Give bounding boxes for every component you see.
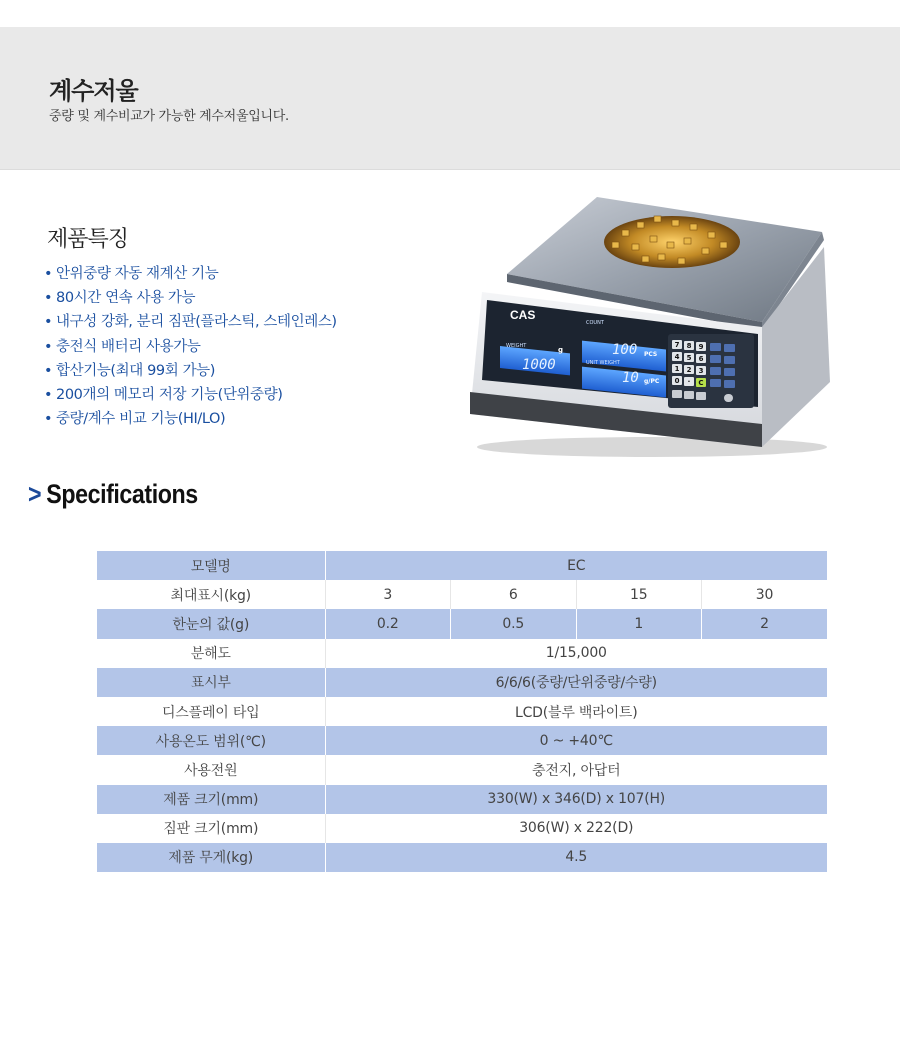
table-cell-value: 6 bbox=[451, 580, 577, 609]
table-row bbox=[97, 843, 827, 872]
pcs-unit: PCS bbox=[644, 351, 658, 358]
key-8: 8 bbox=[686, 342, 692, 350]
brand-logo: CAS bbox=[510, 308, 536, 322]
page-subtitle: 중량 및 계수비교가 가능한 계수저울입니다. bbox=[49, 109, 289, 124]
table-cell-label: 디스플레이 타입 bbox=[97, 697, 325, 726]
features-title: 제품특징 bbox=[47, 227, 129, 252]
feature-item: • 중량/계수 비교 기능(HI/LO) bbox=[44, 411, 226, 428]
key-dot: · bbox=[687, 378, 691, 386]
table-cell-value: 3 bbox=[325, 580, 451, 609]
table-cell-value: 1 bbox=[576, 609, 702, 638]
table-cell-value: 6/6/6(중량/단위중량/수량) bbox=[325, 668, 827, 697]
table-cell-value: 30 bbox=[702, 580, 828, 609]
table-cell-value: 0.2 bbox=[325, 609, 451, 638]
table-cell-value: EC bbox=[325, 551, 827, 580]
table-cell-value: LCD(블루 백라이트) bbox=[325, 697, 827, 726]
key-7: 7 bbox=[674, 341, 680, 349]
table-row bbox=[97, 697, 827, 726]
key-2: 2 bbox=[686, 366, 692, 374]
header-band bbox=[0, 27, 900, 170]
page-title: 계수저울 bbox=[49, 77, 138, 105]
product-image bbox=[462, 192, 842, 460]
features-list bbox=[44, 262, 337, 431]
g-unit: g bbox=[558, 346, 564, 354]
table-cell-value: 4.5 bbox=[325, 843, 827, 872]
gpc-unit: g/PC bbox=[644, 378, 660, 385]
table-cell-label: 한눈의 값(g) bbox=[97, 609, 325, 638]
table-row bbox=[97, 785, 827, 814]
table-cell-value: 0.5 bbox=[451, 609, 577, 638]
table-row bbox=[97, 755, 827, 784]
table-cell-value: 330(W) x 346(D) x 107(H) bbox=[325, 785, 827, 814]
table-row bbox=[97, 726, 827, 755]
table-row bbox=[97, 814, 827, 843]
feature-item: • 80시간 연속 사용 가능 bbox=[44, 290, 196, 307]
table-cell-label: 사용전원 bbox=[97, 755, 325, 784]
key-3: 3 bbox=[698, 367, 704, 375]
weight-label: WEIGHT bbox=[506, 343, 527, 349]
count-value: 100 bbox=[612, 342, 638, 358]
table-cell-label: 제품 무게(kg) bbox=[97, 843, 325, 872]
key-4: 4 bbox=[674, 353, 680, 361]
weight-value: 1000 bbox=[522, 357, 556, 373]
feature-item: • 200개의 메모리 저장 기능(단위중량) bbox=[44, 386, 283, 403]
table-row bbox=[97, 580, 827, 609]
table-cell-value: 15 bbox=[576, 580, 702, 609]
table-cell-label: 모델명 bbox=[97, 551, 325, 580]
key-5: 5 bbox=[686, 354, 692, 362]
table-cell-value: 2 bbox=[702, 609, 828, 638]
feature-item: • 충전식 배터리 사용가능 bbox=[44, 338, 201, 355]
chevron-right-icon: > bbox=[28, 479, 42, 509]
table-cell-label: 표시부 bbox=[97, 668, 325, 697]
table-cell-label: 제품 크기(mm) bbox=[97, 785, 325, 814]
table-cell-value: 306(W) x 222(D) bbox=[325, 814, 827, 843]
unit-weight-label: UNIT WEIGHT bbox=[586, 360, 620, 366]
table-row bbox=[97, 551, 827, 580]
table-cell-value: 충전지, 아답터 bbox=[325, 755, 827, 784]
table-cell-value: 0 ~ +40℃ bbox=[325, 726, 827, 755]
table-row bbox=[97, 639, 827, 668]
specifications-heading: > Specifications bbox=[28, 479, 198, 509]
unit-weight-value: 10 bbox=[622, 370, 639, 386]
key-9: 9 bbox=[698, 343, 704, 351]
count-label: COUNT bbox=[586, 320, 604, 326]
table-cell-label: 분해도 bbox=[97, 639, 325, 668]
table-row bbox=[97, 668, 827, 697]
feature-item: • 안위중량 자동 재계산 기능 bbox=[44, 266, 219, 282]
table-cell-label: 최대표시(kg) bbox=[97, 580, 325, 609]
specifications-table bbox=[97, 551, 827, 872]
table-row bbox=[97, 609, 827, 638]
key-0: 0 bbox=[674, 377, 680, 385]
table-cell-label: 사용온도 범위(℃) bbox=[97, 726, 325, 755]
table-cell-value: 1/15,000 bbox=[325, 639, 827, 668]
key-1: 1 bbox=[674, 365, 680, 373]
feature-item: • 내구성 강화, 분리 짐판(플라스틱, 스테인레스) bbox=[44, 314, 337, 331]
key-6: 6 bbox=[698, 355, 704, 363]
table-cell-label: 짐판 크기(mm) bbox=[97, 814, 325, 843]
key-clear: C bbox=[698, 379, 704, 387]
feature-item: • 합산기능(최대 99회 가능) bbox=[44, 362, 216, 379]
